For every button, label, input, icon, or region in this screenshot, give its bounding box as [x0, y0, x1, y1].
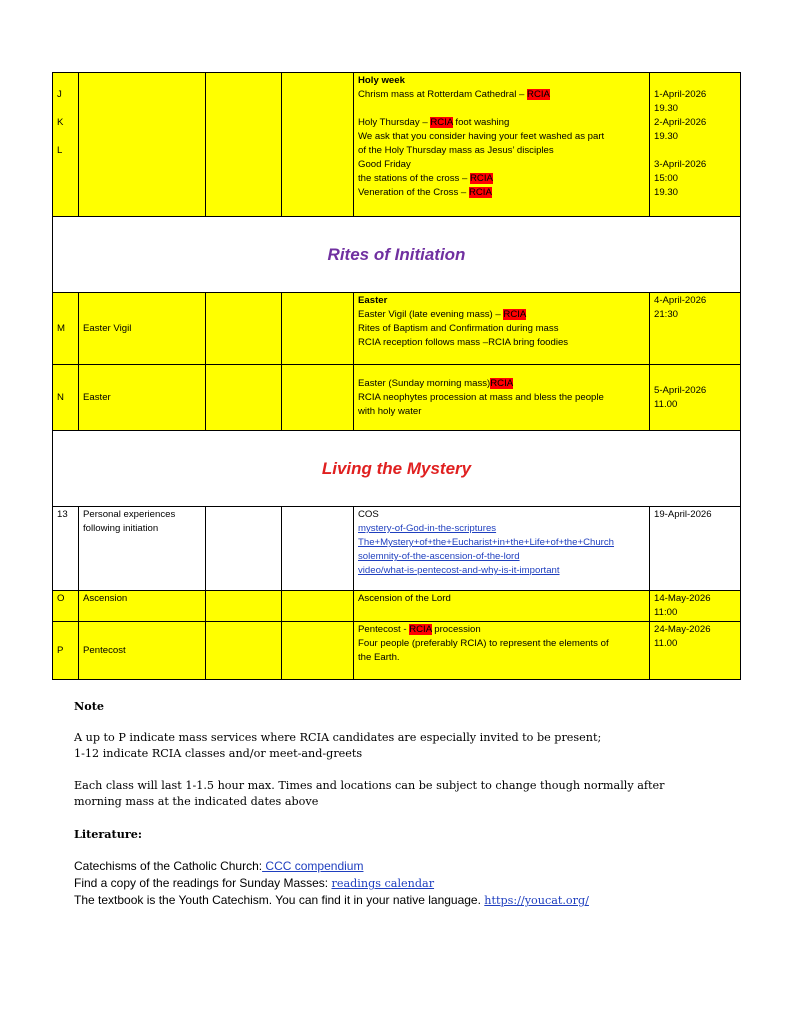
literature-heading: Literature:	[74, 827, 142, 841]
description-cell: Easter (Sunday morning mass)RCIA RCIA neophytes procession at mass and bless the people with holy water	[354, 365, 650, 431]
event-name: Easter	[79, 365, 206, 431]
letter-p: P	[53, 622, 79, 680]
cos-label: COS	[358, 509, 379, 520]
empty-cell	[206, 591, 282, 622]
empty-cell	[282, 365, 354, 431]
rcia-tag: RCIA	[430, 117, 453, 128]
event-name: Easter Vigil	[79, 293, 206, 365]
readings-calendar-link[interactable]: readings calendar	[331, 877, 435, 890]
disciples-line: of the Holy Thursday mass as Jesus’ disciples	[358, 145, 554, 156]
empty-cell	[206, 622, 282, 680]
class-topic: Personal experiences following initiation	[79, 507, 206, 591]
description-cell: Easter Easter Vigil (late evening mass) – RCIA Rites of Baptism and Confirmation during mass RCIA reception follows mass –RCIA bring foodies	[354, 293, 650, 365]
date-cell: 19-April-2026	[650, 507, 741, 591]
empty-cell	[206, 73, 282, 217]
scripture-link[interactable]: mystery-of-God-in-the-scriptures	[358, 523, 497, 534]
description-cell: Ascension of the Lord	[354, 591, 650, 622]
note-line: morning mass at the indicated dates above	[74, 795, 319, 808]
description-cell	[354, 507, 650, 591]
youcat-link[interactable]: https://youcat.org/	[484, 894, 589, 907]
empty-cell	[282, 293, 354, 365]
textbook-line: The textbook is the Youth Catechism. You can find it in your native language. https://youcat.org/	[74, 893, 589, 907]
rites-of-initiation-title: Rites of Initiation	[53, 217, 741, 293]
date-cell: 14-May-2026 11:00	[650, 591, 741, 622]
letter-o: O	[53, 591, 79, 622]
rcia-tag: RCIA	[409, 624, 432, 635]
eucharist-link[interactable]: The+Mystery+of+the+Eucharist+in+the+Life+of+the+Church	[358, 537, 615, 548]
rites-section-row	[53, 217, 741, 293]
feet-washing-line: We ask that you consider having your feet washed as part	[358, 131, 605, 142]
description-cell: Pentecost - RCIA procession Four people (preferably RCIA) to represent the elements of the Earth.	[354, 622, 650, 680]
stations-line: the stations of the cross – RCIA	[358, 173, 493, 184]
note-line: A up to P indicate mass services where RCIA candidates are especially invited to be present;	[74, 731, 602, 744]
good-friday-line: Good Friday	[358, 159, 411, 170]
row-letters	[53, 73, 79, 217]
notes-section	[74, 698, 734, 909]
easter-heading: Easter	[358, 295, 388, 306]
ascension-row	[53, 591, 741, 622]
empty-cell	[282, 591, 354, 622]
class-number: 13	[53, 507, 79, 591]
letter-l: L	[57, 145, 63, 156]
event-name: Pentecost	[79, 622, 206, 680]
schedule-table	[52, 72, 741, 680]
ascension-link[interactable]: solemnity-of-the-ascension-of-the-lord	[358, 551, 520, 562]
empty-cell	[206, 365, 282, 431]
ccc-line: Catechisms of the Catholic Church: CCC compendium	[74, 859, 364, 873]
holy-week-row	[53, 73, 741, 217]
letter-k: K	[57, 117, 64, 128]
event-name: Ascension	[79, 591, 206, 622]
date-cell: 5-April-2026 11.00	[650, 365, 741, 431]
empty-cell	[282, 73, 354, 217]
empty-cell	[282, 507, 354, 591]
note-line: Each class will last 1-1.5 hour max. Times and locations can be subject to change though normally after	[74, 779, 665, 792]
rcia-tag: RCIA	[503, 309, 527, 320]
empty-cell	[206, 507, 282, 591]
rcia-tag: RCIA	[468, 187, 492, 198]
holy-week-heading: Holy week	[358, 75, 405, 86]
veneration-line: Veneration of the Cross – RCIA	[358, 187, 492, 198]
date-cell: 4-April-2026 21:30	[650, 293, 741, 365]
easter-vigil-row	[53, 293, 741, 365]
rcia-tag: RCIA	[490, 377, 514, 389]
date-cell: 1-April-2026 19.30 2-April-2026 19.30 3-April-2026 15:00 19.30	[650, 73, 741, 217]
letter-j: J	[57, 89, 62, 100]
letter-m: M	[53, 293, 79, 365]
event-name-cell	[79, 73, 206, 217]
rcia-tag: RCIA	[527, 89, 550, 100]
pentecost-row	[53, 622, 741, 680]
description-cell	[354, 73, 650, 217]
pentecost-video-link[interactable]: video/what-is-pentecost-and-why-is-it-important	[358, 565, 560, 576]
mystery-section-row	[53, 431, 741, 507]
note-heading: Note	[74, 699, 104, 713]
easter-row	[53, 365, 741, 431]
holy-thursday-line: Holy Thursday – RCIA foot washing	[358, 117, 510, 128]
class-13-row	[53, 507, 741, 591]
letter-n: N	[53, 365, 79, 431]
readings-line: Find a copy of the readings for Sunday Masses: readings calendar	[74, 876, 435, 890]
ccc-compendium-link[interactable]: CCC compendium	[262, 859, 364, 873]
date-cell: 24-May-2026 11.00	[650, 622, 741, 680]
empty-cell	[282, 622, 354, 680]
living-the-mystery-title: Living the Mystery	[53, 431, 741, 507]
rcia-tag: RCIA	[470, 173, 493, 184]
note-line: 1-12 indicate RCIA classes and/or meet-and-greets	[74, 747, 363, 760]
empty-cell	[206, 293, 282, 365]
chrism-mass-line: Chrism mass at Rotterdam Cathedral – RCIA	[358, 89, 550, 100]
